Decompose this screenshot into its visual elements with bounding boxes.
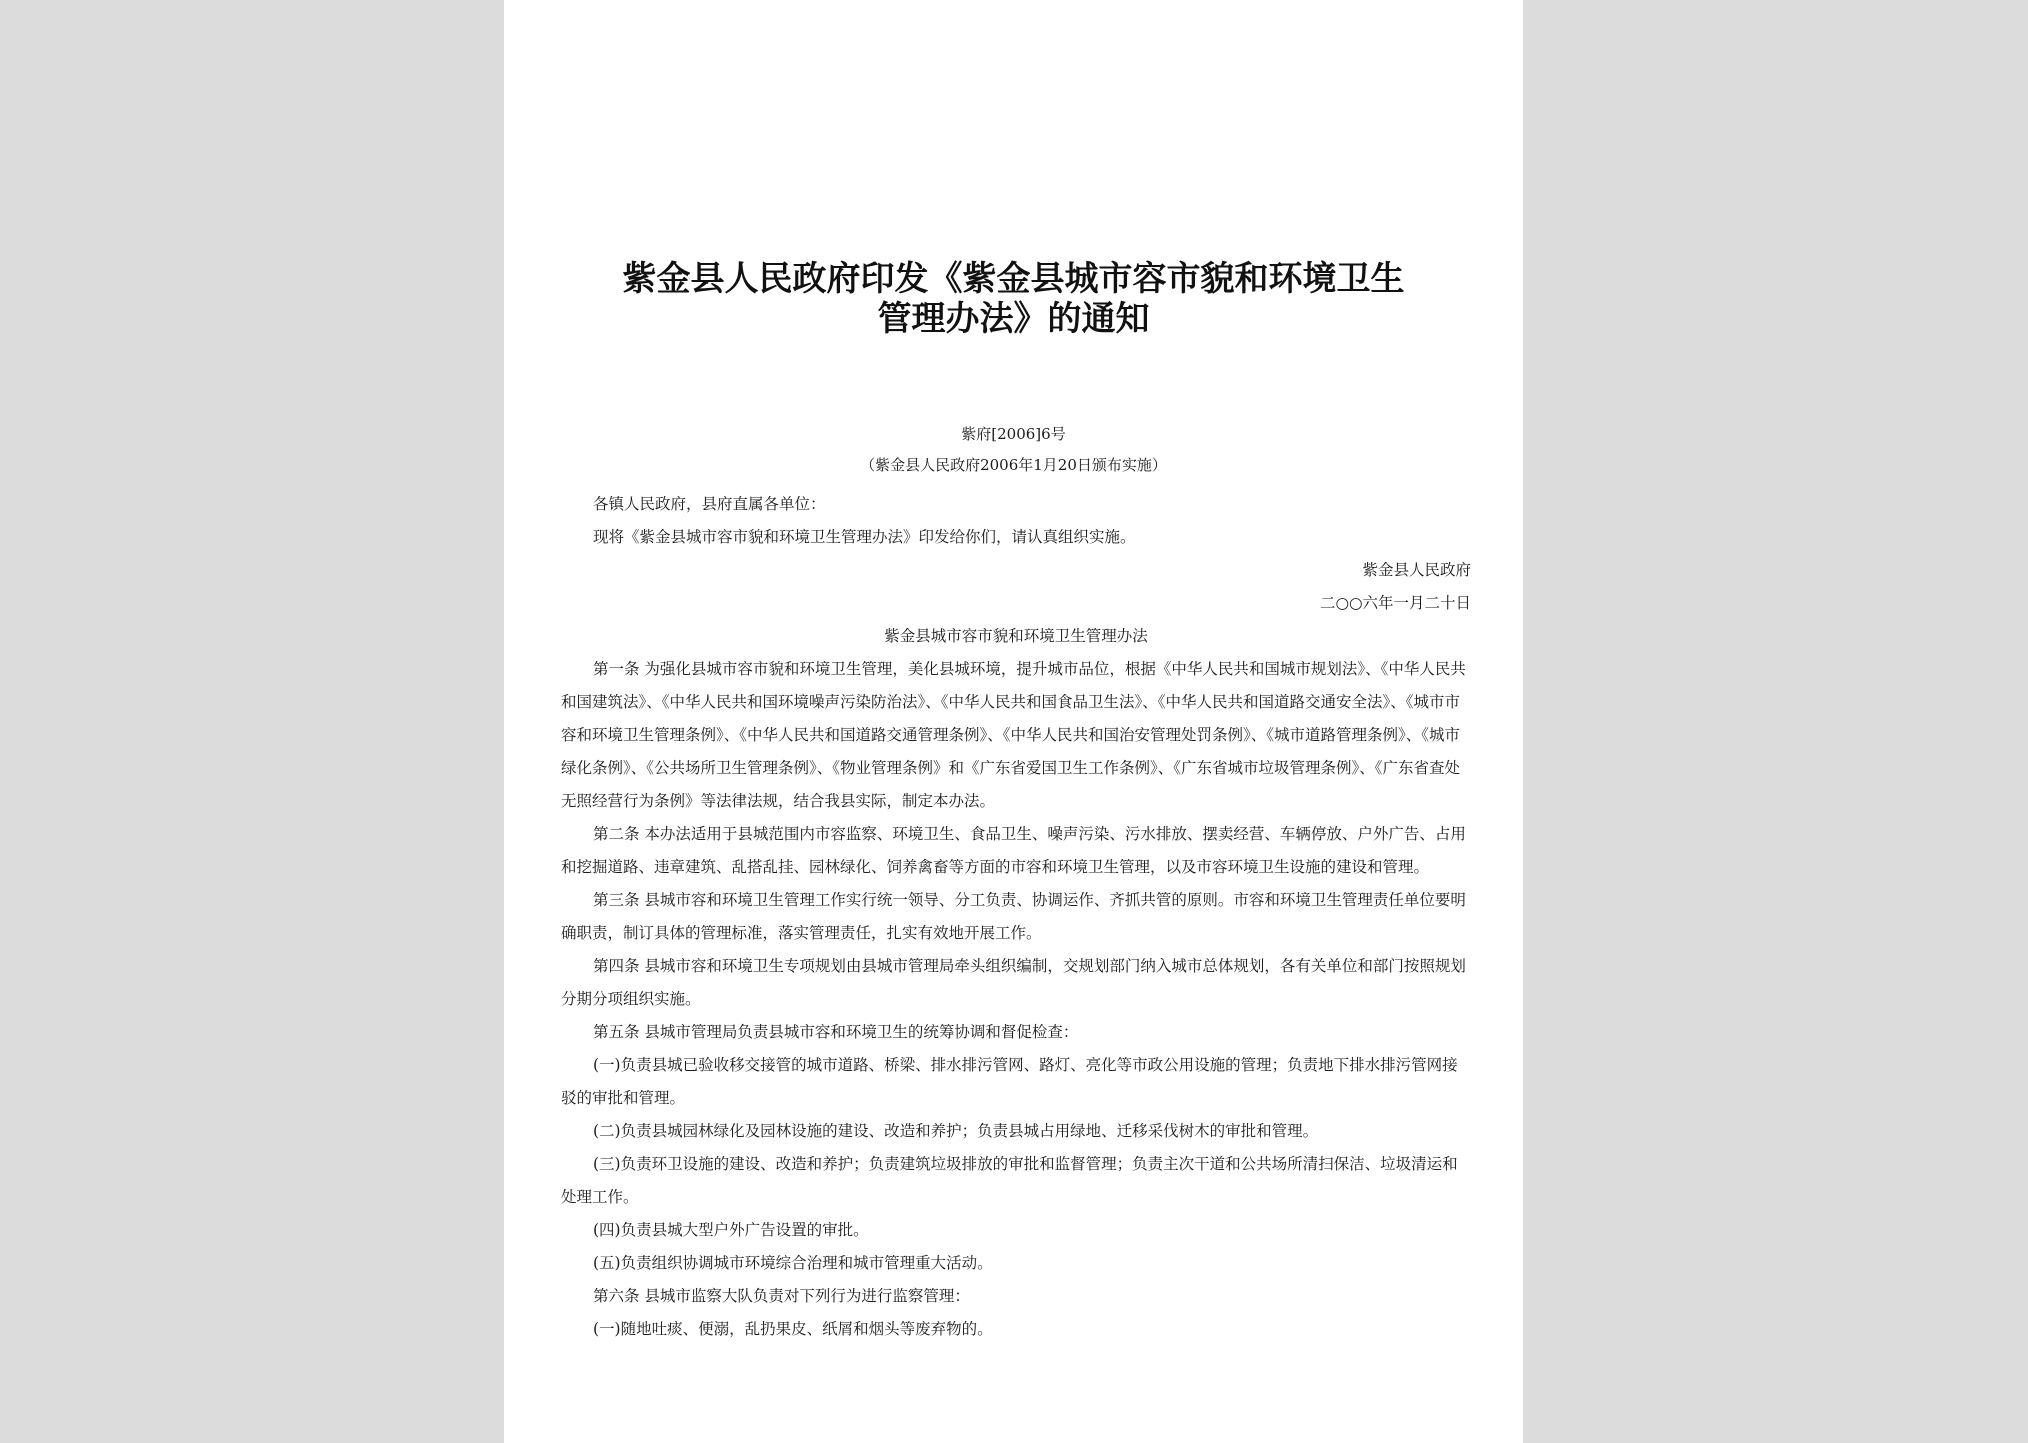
paragraph-item-1: (一)负责县城已验收移交接管的城市道路、桥梁、排水排污管网、路灯、亮化等市政公用设施的管理；负责地下排水排污管网接驳的审批和管理。 [561,1056,1458,1107]
title-line-2: 管理办法》的通知 [877,299,1150,339]
title-line-1: 紫金县人民政府印发《紫金县城市容市貌和环境卫生 [622,259,1405,299]
document-title [504,259,1523,339]
issue-date: 二○○六年一月二十日 [1319,594,1471,612]
document-page [504,0,1523,1443]
promulgation-note: （紫金县人民政府2006年1月20日颁布实施） [860,456,1167,474]
paragraph-article-1: 第一条 为强化县城市容市貌和环境卫生管理，美化县城环境，提升城市品位，根据《中华人民共和国城市规划法》、《中华人民共和国建筑法》、《中华人民共和国环境噪声污染防治法》、《中华人民共和国食品卫生法》、《中华人民共和国道路交通安全法》、《城市市容和环境卫生管理条例》、《中华人民共和国道路交通管理条例》、《中华人民共和国治安管理处罚条例》、《城市道路管理条例》、《城市绿化条例》、《公共场所卫生管理条例》、《物业管理条例》和《广东省爱国卫生工作条例》、《广东省城市垃圾管理条例》、《广东省查处无照经营行为条例》等法律法规，结合我县实际，制定本办法。 [561,660,1466,810]
paragraph-item-2: (二)负责县城园林绿化及园林设施的建设、改造和养护；负责县城占用绿地、迁移采伐树木的审批和管理。 [593,1122,1319,1140]
document-number: 紫府[2006]6号 [961,425,1066,443]
paragraph-item-4: (四)负责县城大型户外广告设置的审批。 [593,1221,869,1239]
paragraph-article-5: 第五条 县城市管理局负责县城市容和环境卫生的统筹协调和督促检查： [593,1023,1079,1041]
paragraph-item-5: (五)负责组织协调城市环境综合治理和城市管理重大活动。 [593,1254,993,1272]
issuer-signature: 紫金县人民政府 [1362,561,1471,579]
paragraph-article-6: 第六条 县城市监察大队负责对下列行为进行监察管理： [593,1287,970,1305]
paragraph-article-3: 第三条 县城市容和环境卫生管理工作实行统一领导、分工负责、协调运作、齐抓共管的原则。市容和环境卫生管理责任单位要明确职责，制订具体的管理标准，落实管理责任，扎实有效地开展工作。 [561,891,1466,942]
paragraph-article-4: 第四条 县城市容和环境卫生专项规划由县城市管理局牵头组织编制，交规划部门纳入城市总体规划，各有关单位和部门按照规划分期分项组织实施。 [561,957,1466,1008]
notice-text: 现将《紫金县城市容市貌和环境卫生管理办法》印发给你们，请认真组织实施。 [593,528,1136,546]
regulation-title: 紫金县城市容市貌和环境卫生管理办法 [884,627,1148,645]
document-body [561,488,1471,1346]
paragraph-item-3: (三)负责环卫设施的建设、改造和养护；负责建筑垃圾排放的审批和监督管理；负责主次干道和公共场所清扫保洁、垃圾清运和处理工作。 [561,1155,1458,1206]
paragraph-article-2: 第二条 本办法适用于县城范围内市容监察、环境卫生、食品卫生、噪声污染、污水排放、摆卖经营、车辆停放、户外广告、占用和挖掘道路、违章建筑、乱搭乱挂、园林绿化、饲养禽畜等方面的市容和环境卫生管理，以及市容环境卫生设施的建设和管理。 [561,825,1466,876]
paragraph-article-6-item-1: (一)随地吐痰、便溺，乱扔果皮、纸屑和烟头等废弃物的。 [593,1320,993,1338]
salutation: 各镇人民政府，县府直属各单位： [593,495,826,513]
